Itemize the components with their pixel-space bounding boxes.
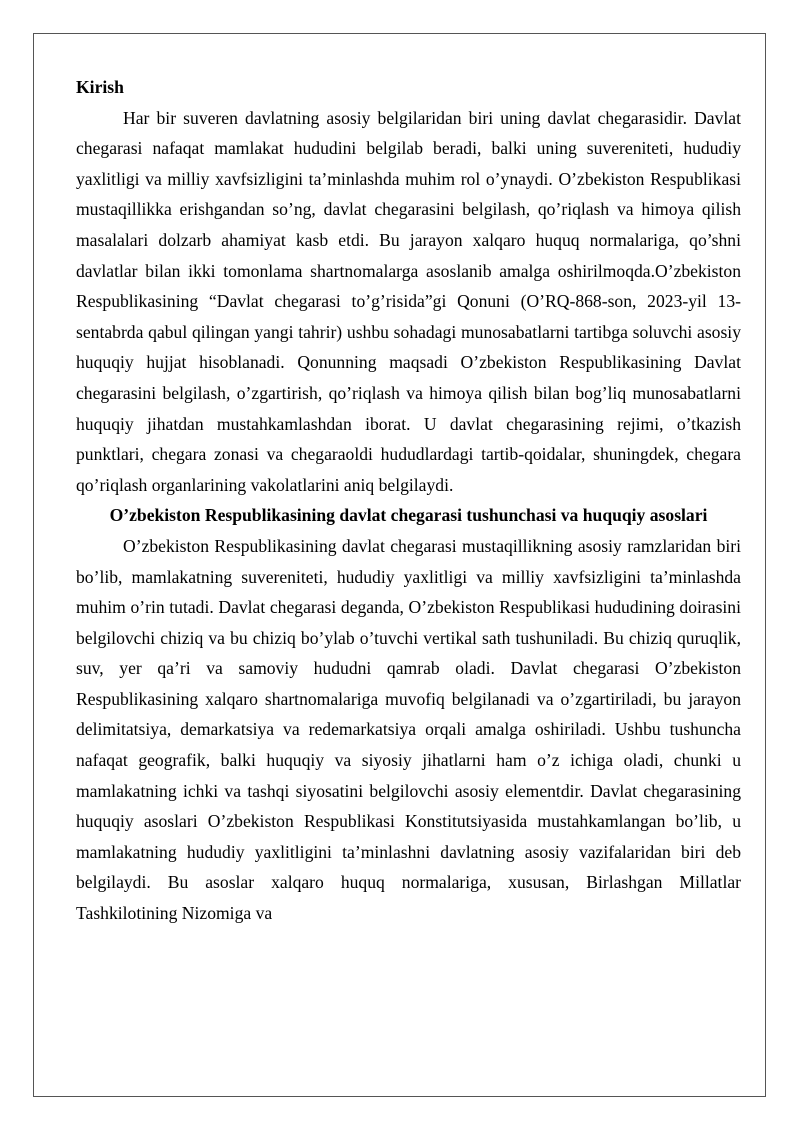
- section-paragraph: O’zbekiston Respublikasining davlat chegarasi mustaqillikning asosiy ramzlaridan biri bo’lib, mamlakatning suvereniteti, hududiy yaxlitligi va milliy xavfsizligini ta’minlashda muhim o’rin tutadi. Davlat chegarasi deganda, O’zbekiston Respublikasi hududining doirasini belgilovchi chiziq va bu chiziq bo’ylab o’tuvchi vertikal sath tushuniladi. Bu chiziq quruqlik, suv, yer qa’ri va samoviy hududni qamrab oladi. Davlat chegarasi O’zbekiston Respublikasining xalqaro shartnomalariga muvofiq belgilanadi va o’zgartiriladi, bu jarayon delimitatsiya, demarkatsiya va redemarkatsiya orqali amalga oshiriladi. Ushbu tushuncha nafaqat geografik, balki huquqiy va siyosiy jihatlarni ham o’z ichiga oladi, chunki u mamlakatning ichki va tashqi siyosatini belgilovchi asosiy elementdir. Davlat chegarasining huquqiy asoslari O’zbekiston Respublikasi Konstitutsiyasida mustahkamlangan bo’lib, u mamlakatning hududiy yaxlitligini ta’minlashni davlatning asosiy vazifalaridan biri deb belgilaydi. Bu asoslar xalqaro huquq normalariga, xususan, Birlashgan Millatlar Tashkilotining Nizomiga va: [76, 535, 741, 924]
- document-body: [76, 72, 741, 929]
- intro-heading: Kirish: [76, 77, 124, 97]
- section-heading: O’zbekiston Respublikasining davlat chegarasi tushunchasi va huquqiy asoslari: [109, 505, 708, 526]
- intro-paragraph: Har bir suveren davlatning asosiy belgilaridan biri uning davlat chegarasidir. Davlat chegarasi nafaqat mamlakat hududini belgilab beradi, balki uning suvereniteti, hududiy yaxlitligi va milliy xavfsizligini ta’minlashda muhim rol o’ynaydi. O’zbekiston Respublikasi mustaqillikka erishgandan so’ng, davlat chegarasini belgilash, qo’riqlash va himoya qilish masalalari dolzarb ahamiyat kasb etdi. Bu jarayon xalqaro huquq normalariga, qo’shni davlatlar bilan ikki tomonlama shartnomalarga asoslanib amalga oshirilmoqda.O’zbekiston Respublikasining “Davlat chegarasi to’g’risida”gi Qonuni (O’RQ-868-son, 2023-yil 13-sentabrda qabul qilingan yangi tahrir) ushbu sohadagi munosabatlarni tartibga soluvchi asosiy huquqiy hujjat hisoblanadi. Qonunning maqsadi O’zbekiston Respublikasining Davlat chegarasini belgilash, o’zgartirish, qo’riqlash va himoya qilish bilan bog’liq munosabatlarni huquqiy jihatdan mustahkamlashdan iborat. U davlat chegarasining rejimi, o’tkazish punktlari, chegara zonasi va chegaraoldi hududlardagi tartib-qoidalar, shuningdek, chegara qo’riqlash organlarining vakolatlarini aniq belgilaydi.: [76, 107, 741, 495]
